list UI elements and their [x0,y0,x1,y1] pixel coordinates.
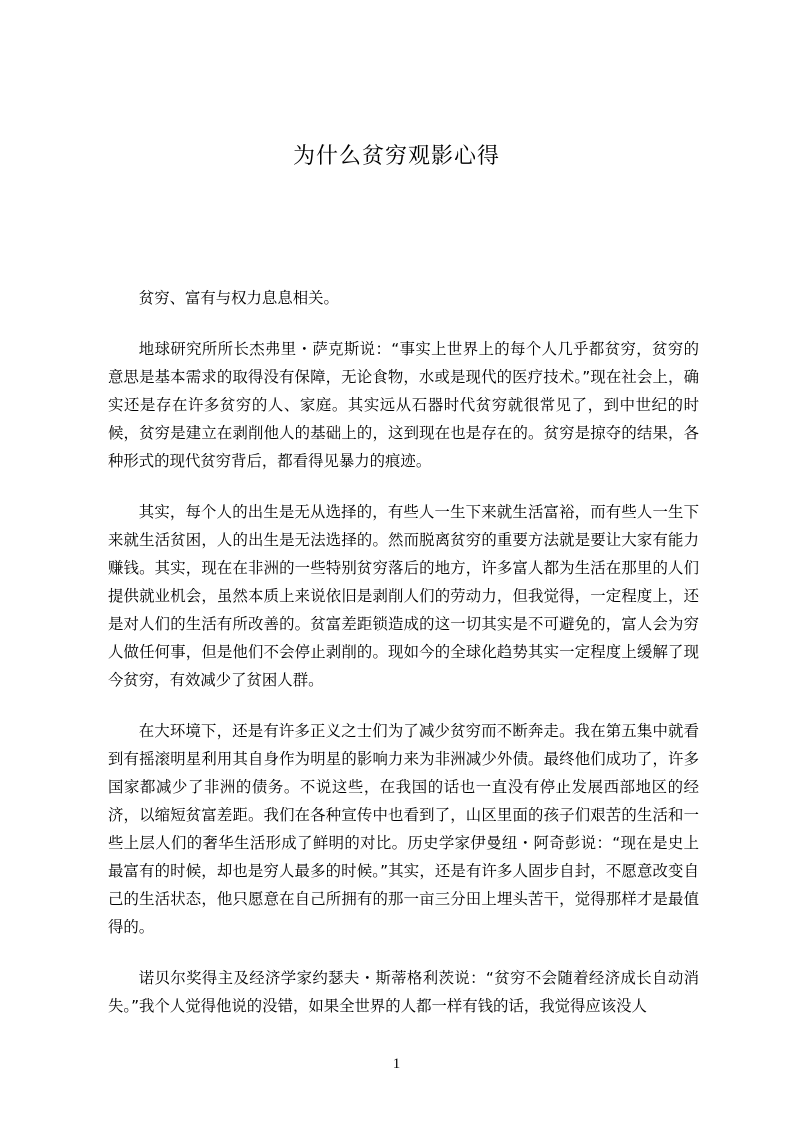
paragraph-5: 诺贝尔奖得主及经济学家约瑟夫・斯蒂格利茨说：“贫穷不会随着经济成长自动消失。”我个人觉得他说的没错，如果全世界的人都一样有钱的话，我觉得应该没人 [108,969,699,1015]
paragraph-3: 其实，每个人的出生是无从选择的，有些人一生下来就生活富裕，而有些人一生下来就生活贫困，人的出生是无法选择的。然而脱离贫穷的重要方法就是要让大家有能力赚钱。其实，现在在非洲的一些特别贫穷落后的地方，许多富人都为生活在那里的人们提供就业机会，虽然本质上来说依旧是剥削人们的劳动力，但我觉得，一定程度上，还是对人们的生活有所改善的。贫富差距锁造成的这一切其实是不可避免的，富人会为穷人做任何事，但是他们不会停止剥削的。现如今的全球化趋势其实一定程度上缓解了现今贫穷，有效减少了贫困人群。 [108,503,699,689]
paragraph-4: 在大环境下，还是有许多正义之士们为了减少贫穷而不断奔走。我在第五集中就看到有摇滚明星利用其自身作为明星的影响力来为非洲减少外债。最终他们成功了，许多国家都减少了非洲的债务。不说这些，在我国的话也一直没有停止发展西部地区的经济，以缩短贫富差距。我们在各种宣传中也看到了，山区里面的孩子们艰苦的生活和一些上层人们的奢华生活形成了鲜明的对比。历史学家伊曼纽・阿奇彭说：“现在是史上最富有的时候，却也是穷人最多的时候。”其实，还是有许多人固步自封，不愿意改变自己的生活状态，他只愿意在自己所拥有的那一亩三分田上埋头苦干，觉得那样才是最值得的。 [108,722,699,936]
paragraph-1: 贫穷、富有与权力息息相关。 [138,289,339,307]
page-number: 1 [392,1056,401,1072]
document-title: 为什么贫穷观影心得 [292,144,500,169]
paragraph-2: 地球研究所所长杰弗里・萨克斯说：“事实上世界上的每个人几乎都贫穷，贫穷的意思是基本需求的取得没有保障，无论食物，水或是现代的医疗技术。”现在社会上，确实还是存在许多贫穷的人、家庭。其实远从石器时代贫穷就很常见了，到中世纪的时候，贫穷是建立在剥削他人的基础上的，这到现在也是存在的。贫穷是掠夺的结果，各种形式的现代贫穷背后，都看得见暴力的痕迹。 [108,340,699,470]
document-body [108,284,699,1043]
